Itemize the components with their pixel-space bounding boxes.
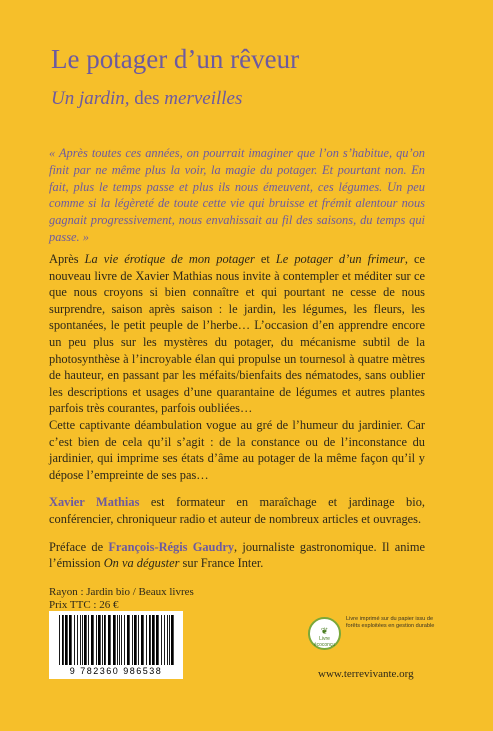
p1-book-title-2: Le potager d’un frimeur [275,252,405,266]
barcode-bar [134,615,137,665]
barcode-bar [113,615,116,665]
leaf-icon: ❦ [320,626,329,636]
price: Prix TTC : 26 € [49,599,119,611]
back-cover-body [49,251,425,572]
barcode-bar [152,615,155,665]
barcode-bar [138,615,139,665]
barcode-bar [167,615,168,665]
barcode-bar [146,615,147,665]
p1-text-1: Après [49,252,85,266]
author-bio-text: est formateur en maraîchage et jardinage bio, conférencier, chroniqueur radio et auteur de nombreux articles et ouvrages. [49,495,425,526]
barcode-bar [104,615,106,665]
barcode-bar [84,615,87,665]
barcode-bar [169,615,170,665]
book-title: Le potager d’un rêveur [51,44,300,74]
subtitle-part-2: des [129,88,165,109]
subtitle-part-1: Un jardin, [51,88,130,109]
barcode-bar [132,615,133,665]
preface-text-2: , journaliste gastronomique. Il anime l’émission [49,539,425,571]
eco-paper-note: Livre imprimé sur du papier issu de forêts exploitées en gestion durable [346,616,435,630]
isbn-barcode [49,611,183,679]
barcode-bar [161,615,162,665]
barcode-bar [149,615,151,665]
preface-text-1: Préface de [49,539,109,554]
barcode-bar [74,615,75,665]
description-paragraph-1 [49,251,425,417]
p1-text-2: et [254,252,276,266]
barcode-bar [80,615,81,665]
barcode-bar [127,615,130,665]
barcode-bar [171,615,174,665]
author-name: Xavier Mathias [49,495,140,510]
barcode-bar [164,615,165,665]
barcode-bar [69,615,72,665]
barcode-bar [108,615,111,665]
barcode-bar [77,615,78,665]
p1-text-3: , ce nouveau livre de Xavier Mathias nous invite à contempler et méditer sur ce que nous croyons si bien connaître et qui pourtant ne cesse de nous surprendre, saison après saison : le jardin, les légumes, les fleurs, les spontanées, le petit peuple de l’herbe… L’occasion d’en apprendre encore un peu plus sur les mystères du potager, du mécanisme subtil de la photosynthèse à l’incroyable élan qui propulse un tournesol à quatre mètres de hauteur, en passant par les méfaits/bienfaits des nématodes, sans oublier les descriptions et usages d’une quarantaine de légumes et autres plantes parfois très courantes, parfois oubliées… [49,252,425,416]
subtitle-part-3: merveilles [164,88,243,109]
barcode-bar [91,615,94,665]
barcode-bar [65,615,68,665]
book-subtitle [51,88,242,110]
eco-logo-line-2: écoconçu [313,642,336,648]
barcode-bar [62,615,64,665]
book-meta [49,586,194,612]
author-bio [49,494,425,527]
preface-author: François-Régis Gaudry [108,539,235,554]
barcode-bar [121,615,122,665]
back-cover-quote: « Après toutes ces années, on pourrait imaginer que l’on s’habitue, qu’on finit par ne même plus la voir, la magie du potager. Et pourtant non. En fait, plus le temps passe et plus ils nous émeuvent, ces légumes. Un peu comme si la légèreté de toute cette vie qui bruisse et frémit alentour nous gagnait progressivement, nous envahissait au fil des saisons, du temps qui passe. » [49,146,425,244]
barcode-bar [102,615,103,665]
description-paragraph-2: Cette captivante déambulation vogue au gré de l’humeur du jardinier. Car c’est bien de cela qu’il s’agit : de la constance ou de l’inconstance du jardinier, qui imprime ses états d’âme au potager de la même façon qu’il y dépose l’empreinte de ses pas… [49,417,425,482]
isbn-number: 9 782360 986538 [69,666,163,676]
barcode-bar [59,615,60,665]
barcode-bar [141,615,144,665]
eco-design-logo [308,617,341,650]
eco-logo-line-1: Livre [319,636,330,642]
barcode-bar [156,615,159,665]
barcode-bar [117,615,118,665]
preface-text-3: sur France Inter. [179,556,264,571]
shelf-category: Rayon : Jardin bio / Beaux livres [49,586,194,598]
barcode-bar [82,615,83,665]
barcode-bar [124,615,125,665]
preface-note [49,539,425,572]
barcode-bar [88,615,89,665]
barcode-bar [119,615,120,665]
barcode-bar [96,615,97,665]
publisher-website[interactable]: www.terrevivante.org [318,668,414,680]
barcode-bar [98,615,101,665]
preface-show: On va déguster [103,556,180,571]
p1-book-title-1: La vie érotique de mon potager [84,252,255,266]
